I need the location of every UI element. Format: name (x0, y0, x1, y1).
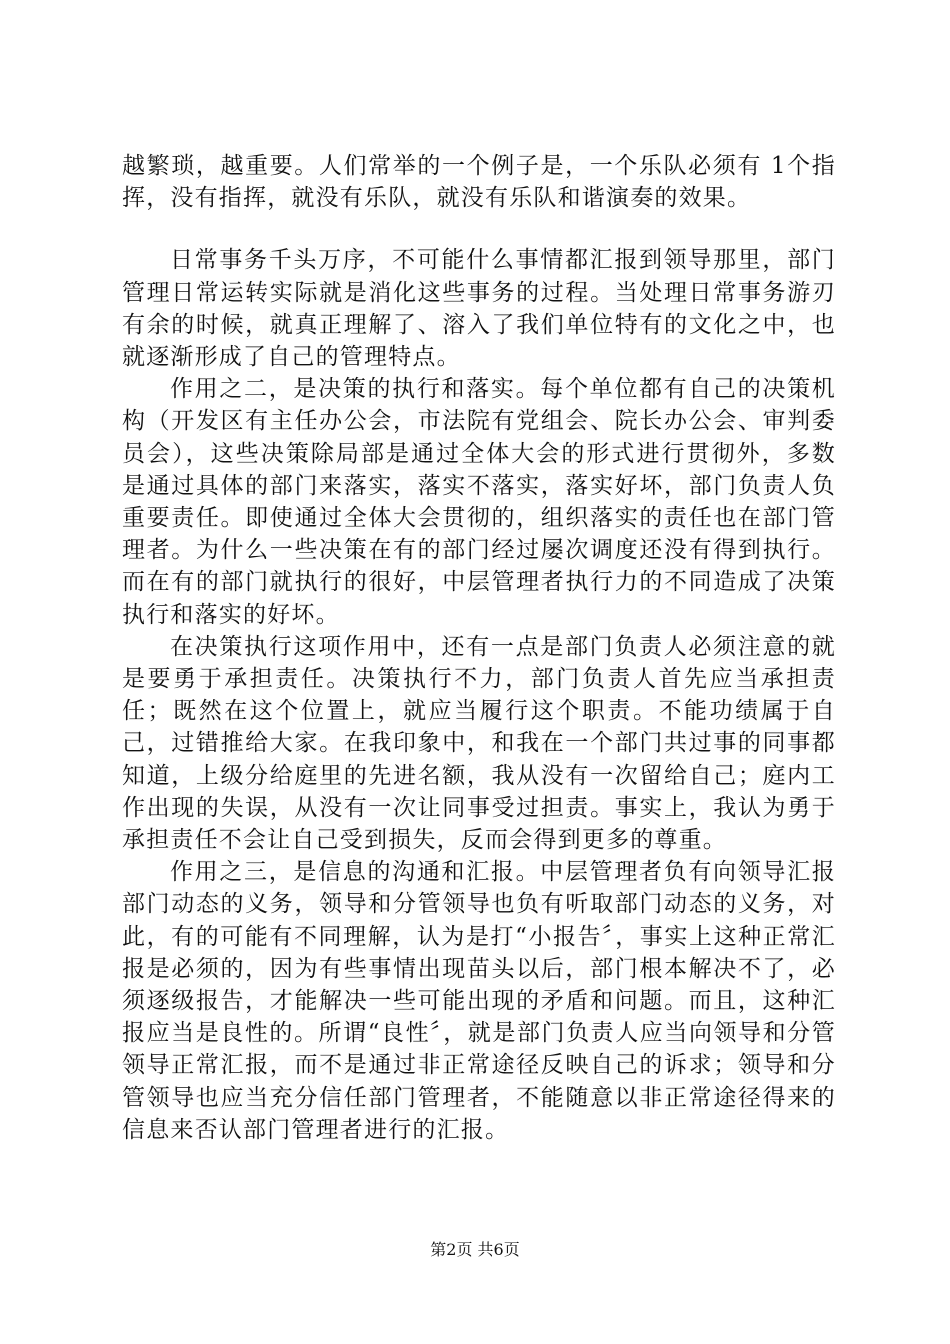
paragraph-continued: 越繁琐，越重要。人们常举的一个例子是，一个乐队必须有 1个指挥，没有指挥，就没有乐队，就没有乐队和谐演奏的效果。 (122, 153, 836, 212)
paragraph-role-three: 作用之三，是信息的沟通和汇报。中层管理者负有向领导汇报部门动态的义务，领导和分管领导也负有听取部门动态的义务，对此，有的可能有不同理解，认为是打“小报告〞，事实上这种正常汇报是必须的，因为有些事情出现苗头以后，部门根本解决不了，必须逐级报告，才能解决一些可能出现的矛盾和问题。而且，这种汇报应当是良性的。所谓“良性〞，就是部门负责人应当向领导和分管领导正常汇报，而不是通过非正常途径反映自己的诉求；领导和分管领导也应当充分信任部门管理者，不能随意以非正常途径得来的信息来否认部门管理者进行的汇报。 (122, 859, 836, 1143)
paragraph-spacer (122, 214, 836, 244)
paragraph-responsibility: 在决策执行这项作用中，还有一点是部门负责人必须注意的就是要勇于承担责任。决策执行不力，部门负责人首先应当承担责任；既然在这个位置上，就应当履行这个职责。不能功绩属于自己，过错推给大家。在我印象中，和我在一个部门共过事的同事都知道，上级分给庭里的先进名额，我从没有一次留给自己；庭内工作出现的失误，从没有一次让同事受过担责。事实上，我认为勇于承担责任不会让自己受到损失，反而会得到更多的尊重。 (122, 633, 836, 854)
paragraph-daily-affairs: 日常事务千头万序，不可能什么事情都汇报到领导那里，部门管理日常运转实际就是消化这些事务的过程。当处理日常事务游刃有余的时候，就真正理解了、溶入了我们单位特有的文化之中，也就逐渐形成了自己的管理特点。 (122, 247, 836, 371)
page-number-footer: 第2页 共6页 (430, 1240, 520, 1259)
body-text (122, 150, 836, 1146)
paragraph-role-two: 作用之二，是决策的执行和落实。每个单位都有自己的决策机构（开发区有主任办公会，市法院有党组会、院长办公会、审判委员会），这些决策除局部是通过全体大会的形式进行贯彻外，多数是通过具体的部门来落实，落实不落实，落实好坏，部门负责人负重要责任。即使通过全体大会贯彻的，组织落实的责任也在部门管理者。为什么一些决策在有的部门经过屡次调度还没有得到执行。而在有的部门就执行的很好，中层管理者执行力的不同造成了决策执行和落实的好坏。 (122, 376, 836, 628)
